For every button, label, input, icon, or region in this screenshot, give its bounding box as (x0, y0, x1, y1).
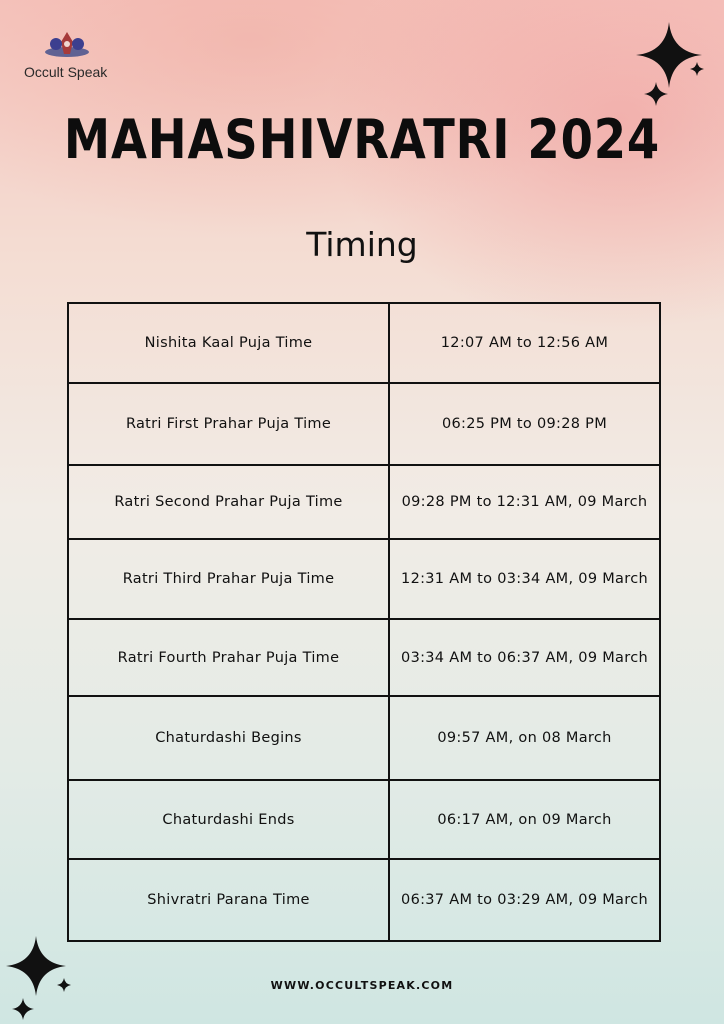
timing-value-cell: 12:07 AM to 12:56 AM (389, 303, 660, 383)
table-row (68, 383, 660, 465)
page-subtitle: Timing (306, 225, 418, 264)
timing-label-cell: Shivratri Parana Time (68, 859, 389, 941)
timing-label-cell: Ratri Second Prahar Puja Time (68, 465, 389, 539)
timing-table (67, 302, 661, 942)
timing-value-cell: 12:31 AM to 03:34 AM, 09 March (389, 539, 660, 619)
brand-logo (24, 30, 124, 80)
table-row (68, 859, 660, 941)
brand-name: Occult Speak (24, 64, 108, 80)
timing-label-cell: Chaturdashi Begins (68, 696, 389, 780)
timing-label-cell: Nishita Kaal Puja Time (68, 303, 389, 383)
sparkle-small-top-right-icon (690, 62, 704, 76)
timing-value-cell: 06:17 AM, on 09 March (389, 780, 660, 859)
sparkle-medium-bottom-left-icon (12, 998, 34, 1020)
footer-url: WWW.OCCULTSPEAK.COM (270, 979, 454, 992)
timing-label-cell: Ratri Fourth Prahar Puja Time (68, 619, 389, 696)
timing-value-cell: 09:28 PM to 12:31 AM, 09 March (389, 465, 660, 539)
table-row (68, 303, 660, 383)
timing-value-cell: 09:57 AM, on 08 March (389, 696, 660, 780)
table-row (68, 780, 660, 859)
timing-label-cell: Chaturdashi Ends (68, 780, 389, 859)
table-row (68, 465, 660, 539)
timing-value-cell: 06:37 AM to 03:29 AM, 09 March (389, 859, 660, 941)
timing-value-cell: 03:34 AM to 06:37 AM, 09 March (389, 619, 660, 696)
occult-speak-emblem-icon (42, 30, 92, 60)
page-title: MAHASHIVRATRI 2024 (63, 108, 661, 171)
timing-value-cell: 06:25 PM to 09:28 PM (389, 383, 660, 465)
table-row (68, 696, 660, 780)
timing-label-cell: Ratri Third Prahar Puja Time (68, 539, 389, 619)
sparkle-medium-top-right-icon (644, 82, 668, 106)
table-row (68, 539, 660, 619)
sparkle-large-top-right-icon (634, 20, 704, 90)
table-row (68, 619, 660, 696)
timing-label-cell: Ratri First Prahar Puja Time (68, 383, 389, 465)
